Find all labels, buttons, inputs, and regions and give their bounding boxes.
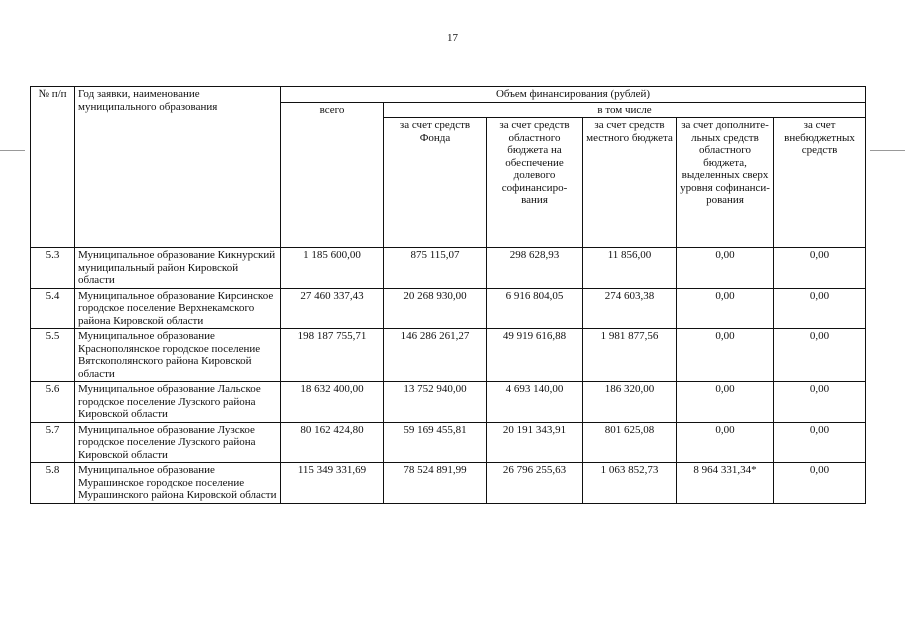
row-extrabudget: 0,00 [774, 329, 866, 382]
row-regional-extra: 0,00 [677, 422, 774, 463]
row-extrabudget: 0,00 [774, 463, 866, 504]
financing-table [30, 86, 866, 504]
header-fund: за счет средств Фонда [384, 118, 487, 248]
row-local: 11 856,00 [583, 248, 677, 289]
row-extrabudget: 0,00 [774, 382, 866, 423]
table-row [31, 382, 866, 423]
header-including: в том числе [384, 102, 866, 118]
scan-artifact-line [0, 150, 25, 151]
row-regional-extra: 0,00 [677, 382, 774, 423]
row-regional-cofin: 4 693 140,00 [487, 382, 583, 423]
row-total: 80 162 424,80 [281, 422, 384, 463]
table-row [31, 463, 866, 504]
row-regional-extra: 8 964 331,34* [677, 463, 774, 504]
row-number: 5.7 [31, 422, 75, 463]
row-name: Муниципальное образование Кирсинское городское поселение Верхнекамского района Кировской области [75, 288, 281, 329]
row-total: 27 460 337,43 [281, 288, 384, 329]
row-extrabudget: 0,00 [774, 248, 866, 289]
row-name: Муниципальное образование Краснополянское городское поселение Вятскополянского района Кировской области [75, 329, 281, 382]
header-volume: Объем финансирования (рублей) [281, 87, 866, 103]
row-name: Муниципальное образование Мурашинское городское поселение Мурашинского района Кировской области [75, 463, 281, 504]
row-local: 1 063 852,73 [583, 463, 677, 504]
row-total: 18 632 400,00 [281, 382, 384, 423]
row-fund: 20 268 930,00 [384, 288, 487, 329]
row-regional-cofin: 20 191 343,91 [487, 422, 583, 463]
row-regional-cofin: 49 919 616,88 [487, 329, 583, 382]
row-fund: 13 752 940,00 [384, 382, 487, 423]
header-total: всего [281, 102, 384, 248]
table-row [31, 248, 866, 289]
header-local: за счет средств местного бюджета [583, 118, 677, 248]
row-number: 5.6 [31, 382, 75, 423]
row-name: Муниципальное образование Кикнурский муниципальный район Кировской области [75, 248, 281, 289]
row-local: 186 320,00 [583, 382, 677, 423]
row-regional-extra: 0,00 [677, 329, 774, 382]
header-no: № п/п [31, 87, 75, 248]
row-regional-cofin: 26 796 255,63 [487, 463, 583, 504]
row-name: Муниципальное образование Лальское городское поселение Лузского района Кировской области [75, 382, 281, 423]
row-number: 5.4 [31, 288, 75, 329]
header-regional-extra: за счет дополните-льных средств областного бюджета, выделенных сверх уровня софинанси-рования [677, 118, 774, 248]
row-total: 115 349 331,69 [281, 463, 384, 504]
row-fund: 59 169 455,81 [384, 422, 487, 463]
row-local: 1 981 877,56 [583, 329, 677, 382]
row-name: Муниципальное образование Лузское городское поселение Лузского района Кировской области [75, 422, 281, 463]
row-regional-extra: 0,00 [677, 288, 774, 329]
row-extrabudget: 0,00 [774, 288, 866, 329]
header-name: Год заявки, наименование муниципального образования [75, 87, 281, 248]
row-number: 5.5 [31, 329, 75, 382]
header-row-1 [31, 87, 866, 103]
page-number: 17 [447, 32, 458, 44]
header-extrabudget: за счет внебюджетных средств [774, 118, 866, 248]
row-regional-cofin: 6 916 804,05 [487, 288, 583, 329]
row-fund: 875 115,07 [384, 248, 487, 289]
row-number: 5.8 [31, 463, 75, 504]
table-row [31, 288, 866, 329]
row-number: 5.3 [31, 248, 75, 289]
row-regional-cofin: 298 628,93 [487, 248, 583, 289]
row-extrabudget: 0,00 [774, 422, 866, 463]
header-regional-cofin: за счет средств областного бюджета на обеспечение долевого софинансиро-вания [487, 118, 583, 248]
scan-artifact-line [870, 150, 905, 151]
table-row [31, 329, 866, 382]
row-local: 274 603,38 [583, 288, 677, 329]
row-local: 801 625,08 [583, 422, 677, 463]
row-fund: 78 524 891,99 [384, 463, 487, 504]
row-fund: 146 286 261,27 [384, 329, 487, 382]
table-row [31, 422, 866, 463]
row-regional-extra: 0,00 [677, 248, 774, 289]
row-total: 1 185 600,00 [281, 248, 384, 289]
row-total: 198 187 755,71 [281, 329, 384, 382]
